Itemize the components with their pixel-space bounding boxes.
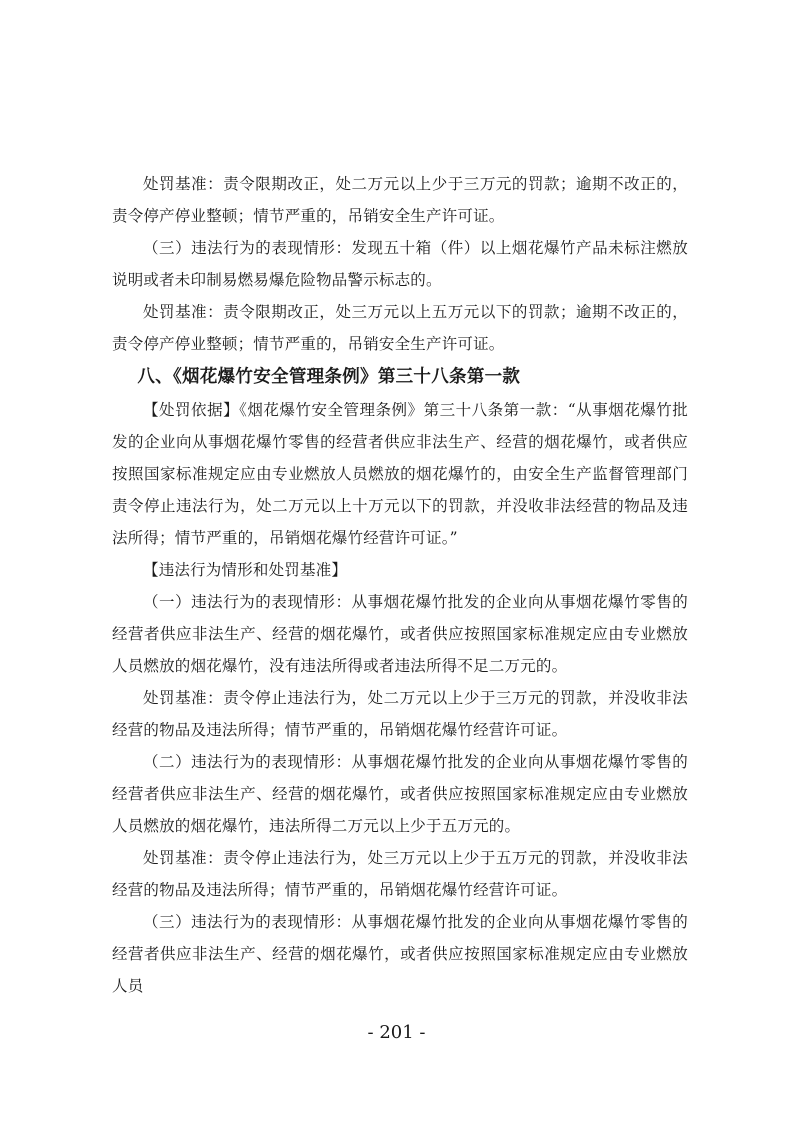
penalty-standard-paragraph: 处罚基准：责令停止违法行为，处二万元以上少于三万元的罚款，并没收非法经营的物品及违法所得；情节严重的，吊销烟花爆竹经营许可证。 bbox=[112, 689, 688, 739]
penalty-standard-paragraph: 处罚基准：责令限期改正，处二万元以上少于三万元的罚款；逾期不改正的，责令停产停业整顿；情节严重的，吊销安全生产许可证。 bbox=[112, 175, 688, 225]
violation-case-paragraph: （二）违法行为的表现情形：从事烟花爆竹批发的企业向从事烟花爆竹零售的经营者供应非法生产、经营的烟花爆竹，或者供应按照国家标准规定应由专业燃放人员燃放的烟花爆竹，违法所得二万元以上少于五万元的。 bbox=[112, 753, 688, 835]
section-heading: 八、《烟花爆竹安全管理条例》第三十八条第一款 bbox=[137, 367, 521, 387]
violation-case-paragraph: （三）违法行为的表现情形：从事烟花爆竹批发的企业向从事烟花爆竹零售的经营者供应非法生产、经营的烟花爆竹，或者供应按照国家标准规定应由专业燃放人员 bbox=[112, 913, 688, 995]
document-body bbox=[112, 168, 688, 1002]
violation-case-paragraph: （三）违法行为的表现情形：发现五十箱（件）以上烟花爆竹产品未标注燃放说明或者未印制易燃易爆危险物品警示标志的。 bbox=[112, 239, 688, 289]
penalty-basis-paragraph: 【处罚依据】《烟花爆竹安全管理条例》第三十八条第一款：“从事烟花爆竹批发的企业向从事烟花爆竹零售的经营者供应非法生产、经营的烟花爆竹，或者供应按照国家标准规定应由专业燃放人员燃放的烟花爆竹的，由安全生产监督管理部门责令停止违法行为，处二万元以上十万元以下的罚款，并没收非法经营的物品及违法所得；情节严重的，吊销烟花爆竹经营许可证。” bbox=[112, 401, 688, 547]
page-number: - 201 - bbox=[367, 1022, 426, 1043]
subsection-label: 【违法行为情形和处罚基准】 bbox=[143, 561, 348, 579]
violation-case-paragraph: （一）违法行为的表现情形：从事烟花爆竹批发的企业向从事烟花爆竹零售的经营者供应非法生产、经营的烟花爆竹，或者供应按照国家标准规定应由专业燃放人员燃放的烟花爆竹，没有违法所得或者违法所得不足二万元的。 bbox=[112, 593, 688, 675]
penalty-standard-paragraph: 处罚基准：责令停止违法行为，处三万元以上少于五万元的罚款，并没收非法经营的物品及违法所得；情节严重的，吊销烟花爆竹经营许可证。 bbox=[112, 849, 688, 899]
penalty-standard-paragraph: 处罚基准：责令限期改正，处三万元以上五万元以下的罚款；逾期不改正的，责令停产停业整顿；情节严重的，吊销安全生产许可证。 bbox=[112, 303, 688, 353]
